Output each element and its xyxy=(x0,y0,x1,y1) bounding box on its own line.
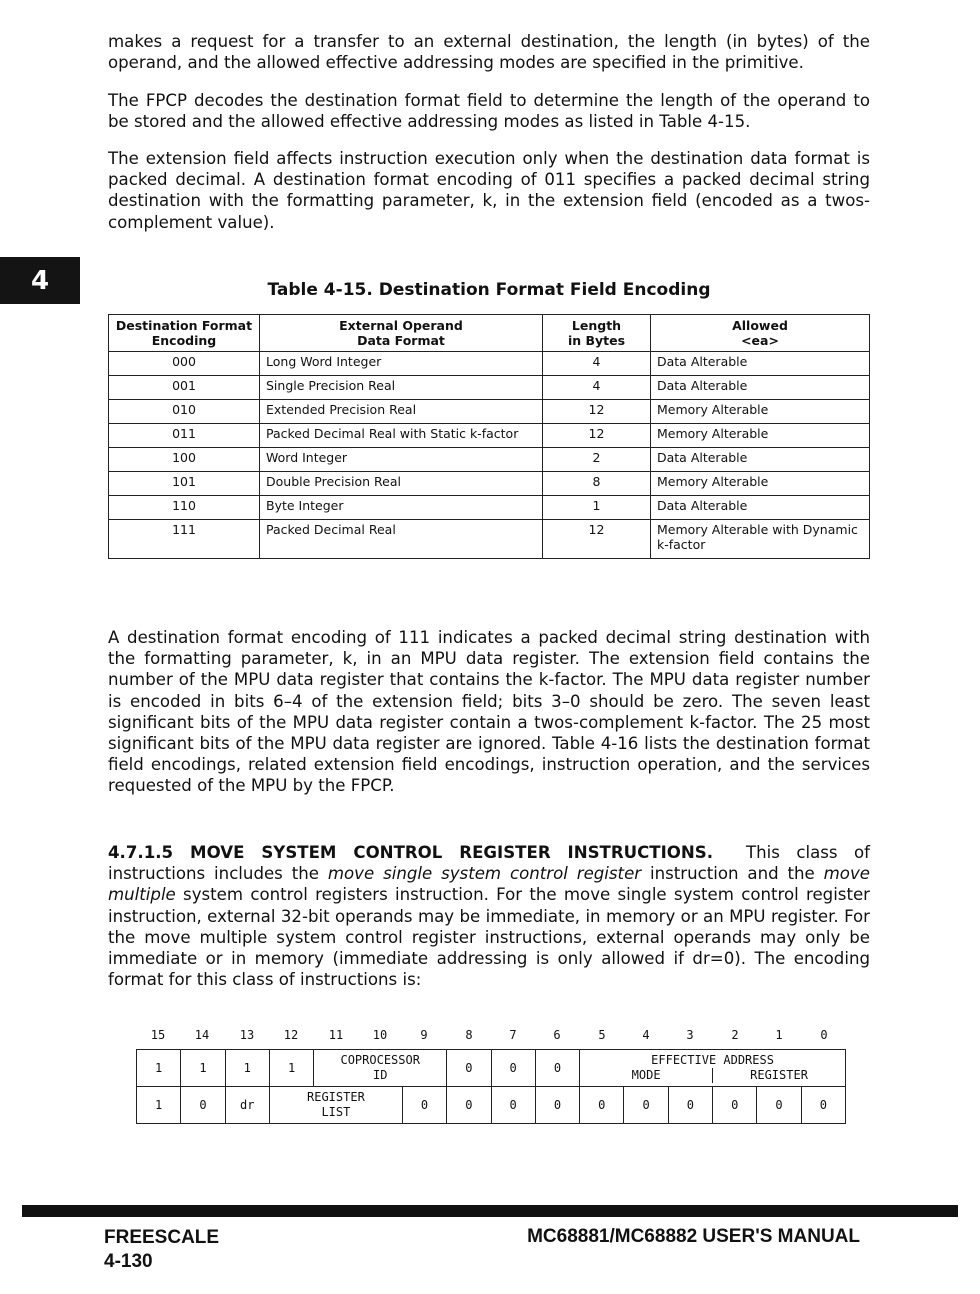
section-heading: 4.7.1.5 MOVE SYSTEM CONTROL REGISTER INSTRUCTIONS. xyxy=(108,843,714,862)
table-title: Table 4-15. Destination Format Field Encoding xyxy=(267,280,711,300)
destination-format-table xyxy=(108,314,870,559)
bit-cell: 1 xyxy=(137,1050,181,1087)
bit-cell: 0 xyxy=(447,1087,491,1124)
bit-number: 1 xyxy=(775,1028,783,1042)
cell-encoding: 001 xyxy=(109,376,260,400)
cell-ea: Data Alterable xyxy=(651,352,870,376)
table-row xyxy=(109,520,870,559)
cell-ea: Data Alterable xyxy=(651,448,870,472)
bit-cell: 0 xyxy=(535,1050,579,1087)
bit-number: 7 xyxy=(509,1028,517,1042)
footer-rule xyxy=(22,1205,958,1217)
paragraph-2: The FPCP decodes the destination format field to determine the length of the operand to be stored and the allowed effective addressing modes as listed in Table 4-15. xyxy=(108,91,870,132)
bit-number: 11 xyxy=(328,1028,344,1042)
cell-length: 1 xyxy=(543,496,651,520)
cell-encoding: 011 xyxy=(109,424,260,448)
cell-ea: Memory Alterable with Dynamic k-factor xyxy=(651,520,870,559)
paragraph-1: makes a request for a transfer to an external destination, the length (in bytes) of the operand, and the allowed effective addressing modes are specified in the primitive. xyxy=(108,32,870,73)
bit-cell: 1 xyxy=(225,1050,269,1087)
bit-cell: 1 xyxy=(137,1087,181,1124)
register-list-field: REGISTER LIST xyxy=(269,1087,402,1124)
cell-encoding: 101 xyxy=(109,472,260,496)
table-row xyxy=(109,400,870,424)
header-data-format: External Operand Data Format xyxy=(260,315,543,352)
bit-number: 8 xyxy=(465,1028,473,1042)
cell-ea: Memory Alterable xyxy=(651,400,870,424)
cell-encoding: 010 xyxy=(109,400,260,424)
section-4-7-1-5 xyxy=(108,842,870,990)
cell-ea: Data Alterable xyxy=(651,376,870,400)
paragraph-4: A destination format encoding of 111 indicates a packed decimal string destination with the formatting parameter, k, in an MPU data register. The extension field contains the number of the MPU data register that contains the k-factor. The MPU data register number is encoded in bits 6–4 of the extension field; bits 3–0 should be zero. The seven least significant bits of the MPU data register contain a twos-complement k-factor. The 25 most significant bits of the MPU data register are ignored. Table 4-16 lists the destination format field encodings, related extension field encodings, instruction operation, and the services requested of the MPU by the FPCP. xyxy=(108,628,870,796)
bit-number: 4 xyxy=(642,1028,650,1042)
bit-cell: 0 xyxy=(402,1087,446,1124)
footer-page-number: 4-130 xyxy=(104,1251,153,1272)
bit-cell: 0 xyxy=(491,1087,535,1124)
table-header-row xyxy=(109,315,870,352)
footer-company: FREESCALE xyxy=(104,1227,220,1248)
encoding-word-2 xyxy=(137,1087,846,1124)
bit-cell: 0 xyxy=(801,1087,845,1124)
table-row xyxy=(109,424,870,448)
bit-cell: 1 xyxy=(181,1050,225,1087)
section-italic-2: move multiple xyxy=(108,864,870,905)
table-row xyxy=(109,448,870,472)
header-length: Length in Bytes xyxy=(543,315,651,352)
cell-length: 12 xyxy=(543,424,651,448)
header-dest-format: Destination Format Encoding xyxy=(109,315,260,352)
footer-left xyxy=(104,1226,219,1274)
table-row xyxy=(109,376,870,400)
cell-format: Packed Decimal Real with Static k-factor xyxy=(260,424,543,448)
bit-number: 0 xyxy=(820,1028,828,1042)
bit-cell: 0 xyxy=(624,1087,668,1124)
coprocessor-id-field: COPROCESSOR ID xyxy=(314,1050,447,1087)
footer-manual-title: MC68881/MC68882 USER'S MANUAL xyxy=(527,1226,860,1247)
cell-format: Double Precision Real xyxy=(260,472,543,496)
bit-number-row xyxy=(136,1028,846,1044)
ea-register-label: REGISTER xyxy=(712,1068,845,1083)
bit-number: 12 xyxy=(283,1028,299,1042)
bit-cell: 0 xyxy=(535,1087,579,1124)
bit-number: 14 xyxy=(194,1028,210,1042)
cell-encoding: 111 xyxy=(109,520,260,559)
bit-number: 13 xyxy=(239,1028,255,1042)
cell-length: 12 xyxy=(543,520,651,559)
header-allowed-ea: Allowed <ea> xyxy=(651,315,870,352)
section-text-c: system control registers instruction. For the move single system control register instruction, external 32-bit operands may be immediate, in memory or an MPU register. For the move multiple system control register instructions, external operands may only be immediate or in memory (immediate addressing is only allowed if dr=0). The encoding format for this class of instructions is: xyxy=(108,885,870,990)
cell-format: Extended Precision Real xyxy=(260,400,543,424)
bit-cell: dr xyxy=(225,1087,269,1124)
cell-format: Byte Integer xyxy=(260,496,543,520)
bit-cell: 0 xyxy=(668,1087,712,1124)
cell-encoding: 110 xyxy=(109,496,260,520)
bit-cell: 1 xyxy=(269,1050,313,1087)
cell-format: Single Precision Real xyxy=(260,376,543,400)
cell-format: Long Word Integer xyxy=(260,352,543,376)
bit-number: 9 xyxy=(420,1028,428,1042)
bit-number: 5 xyxy=(598,1028,606,1042)
bit-number: 6 xyxy=(553,1028,561,1042)
cell-ea: Memory Alterable xyxy=(651,472,870,496)
ea-mode-label: MODE xyxy=(631,1068,661,1082)
cell-format: Packed Decimal Real xyxy=(260,520,543,559)
table-row xyxy=(109,496,870,520)
cell-encoding: 100 xyxy=(109,448,260,472)
instruction-encoding-table xyxy=(136,1049,846,1124)
cell-length: 2 xyxy=(543,448,651,472)
cell-ea: Data Alterable xyxy=(651,496,870,520)
cell-format: Word Integer xyxy=(260,448,543,472)
bit-number: 10 xyxy=(372,1028,388,1042)
cell-length: 4 xyxy=(543,352,651,376)
section-text-a: This class of instructions includes the xyxy=(108,843,870,884)
bit-cell: 0 xyxy=(447,1050,491,1087)
effective-address-label: EFFECTIVE ADDRESS xyxy=(651,1053,774,1067)
bit-cell: 0 xyxy=(757,1087,801,1124)
effective-address-field xyxy=(580,1050,846,1087)
paragraph-3: The extension field affects instruction execution only when the destination data format is packed decimal. A destination format encoding of 011 specifies a packed decimal string destination with the formatting parameter, k, in the extension field (encoded as a twos-complement value). xyxy=(108,149,870,232)
encoding-word-1 xyxy=(137,1050,846,1087)
cell-length: 4 xyxy=(543,376,651,400)
cell-ea: Memory Alterable xyxy=(651,424,870,448)
bit-number: 3 xyxy=(686,1028,694,1042)
chapter-tab-marker: 4 xyxy=(0,257,80,304)
section-italic-1: move single system control register xyxy=(327,864,642,884)
table-row xyxy=(109,352,870,376)
bit-cell: 0 xyxy=(713,1087,757,1124)
bit-number: 15 xyxy=(150,1028,166,1042)
cell-encoding: 000 xyxy=(109,352,260,376)
bit-cell: 0 xyxy=(491,1050,535,1087)
table-row xyxy=(109,472,870,496)
bit-cell: 0 xyxy=(181,1087,225,1124)
cell-length: 12 xyxy=(543,400,651,424)
section-text-b: instruction and the xyxy=(641,864,824,884)
bit-cell: 0 xyxy=(580,1087,624,1124)
cell-length: 8 xyxy=(543,472,651,496)
bit-number: 2 xyxy=(731,1028,739,1042)
